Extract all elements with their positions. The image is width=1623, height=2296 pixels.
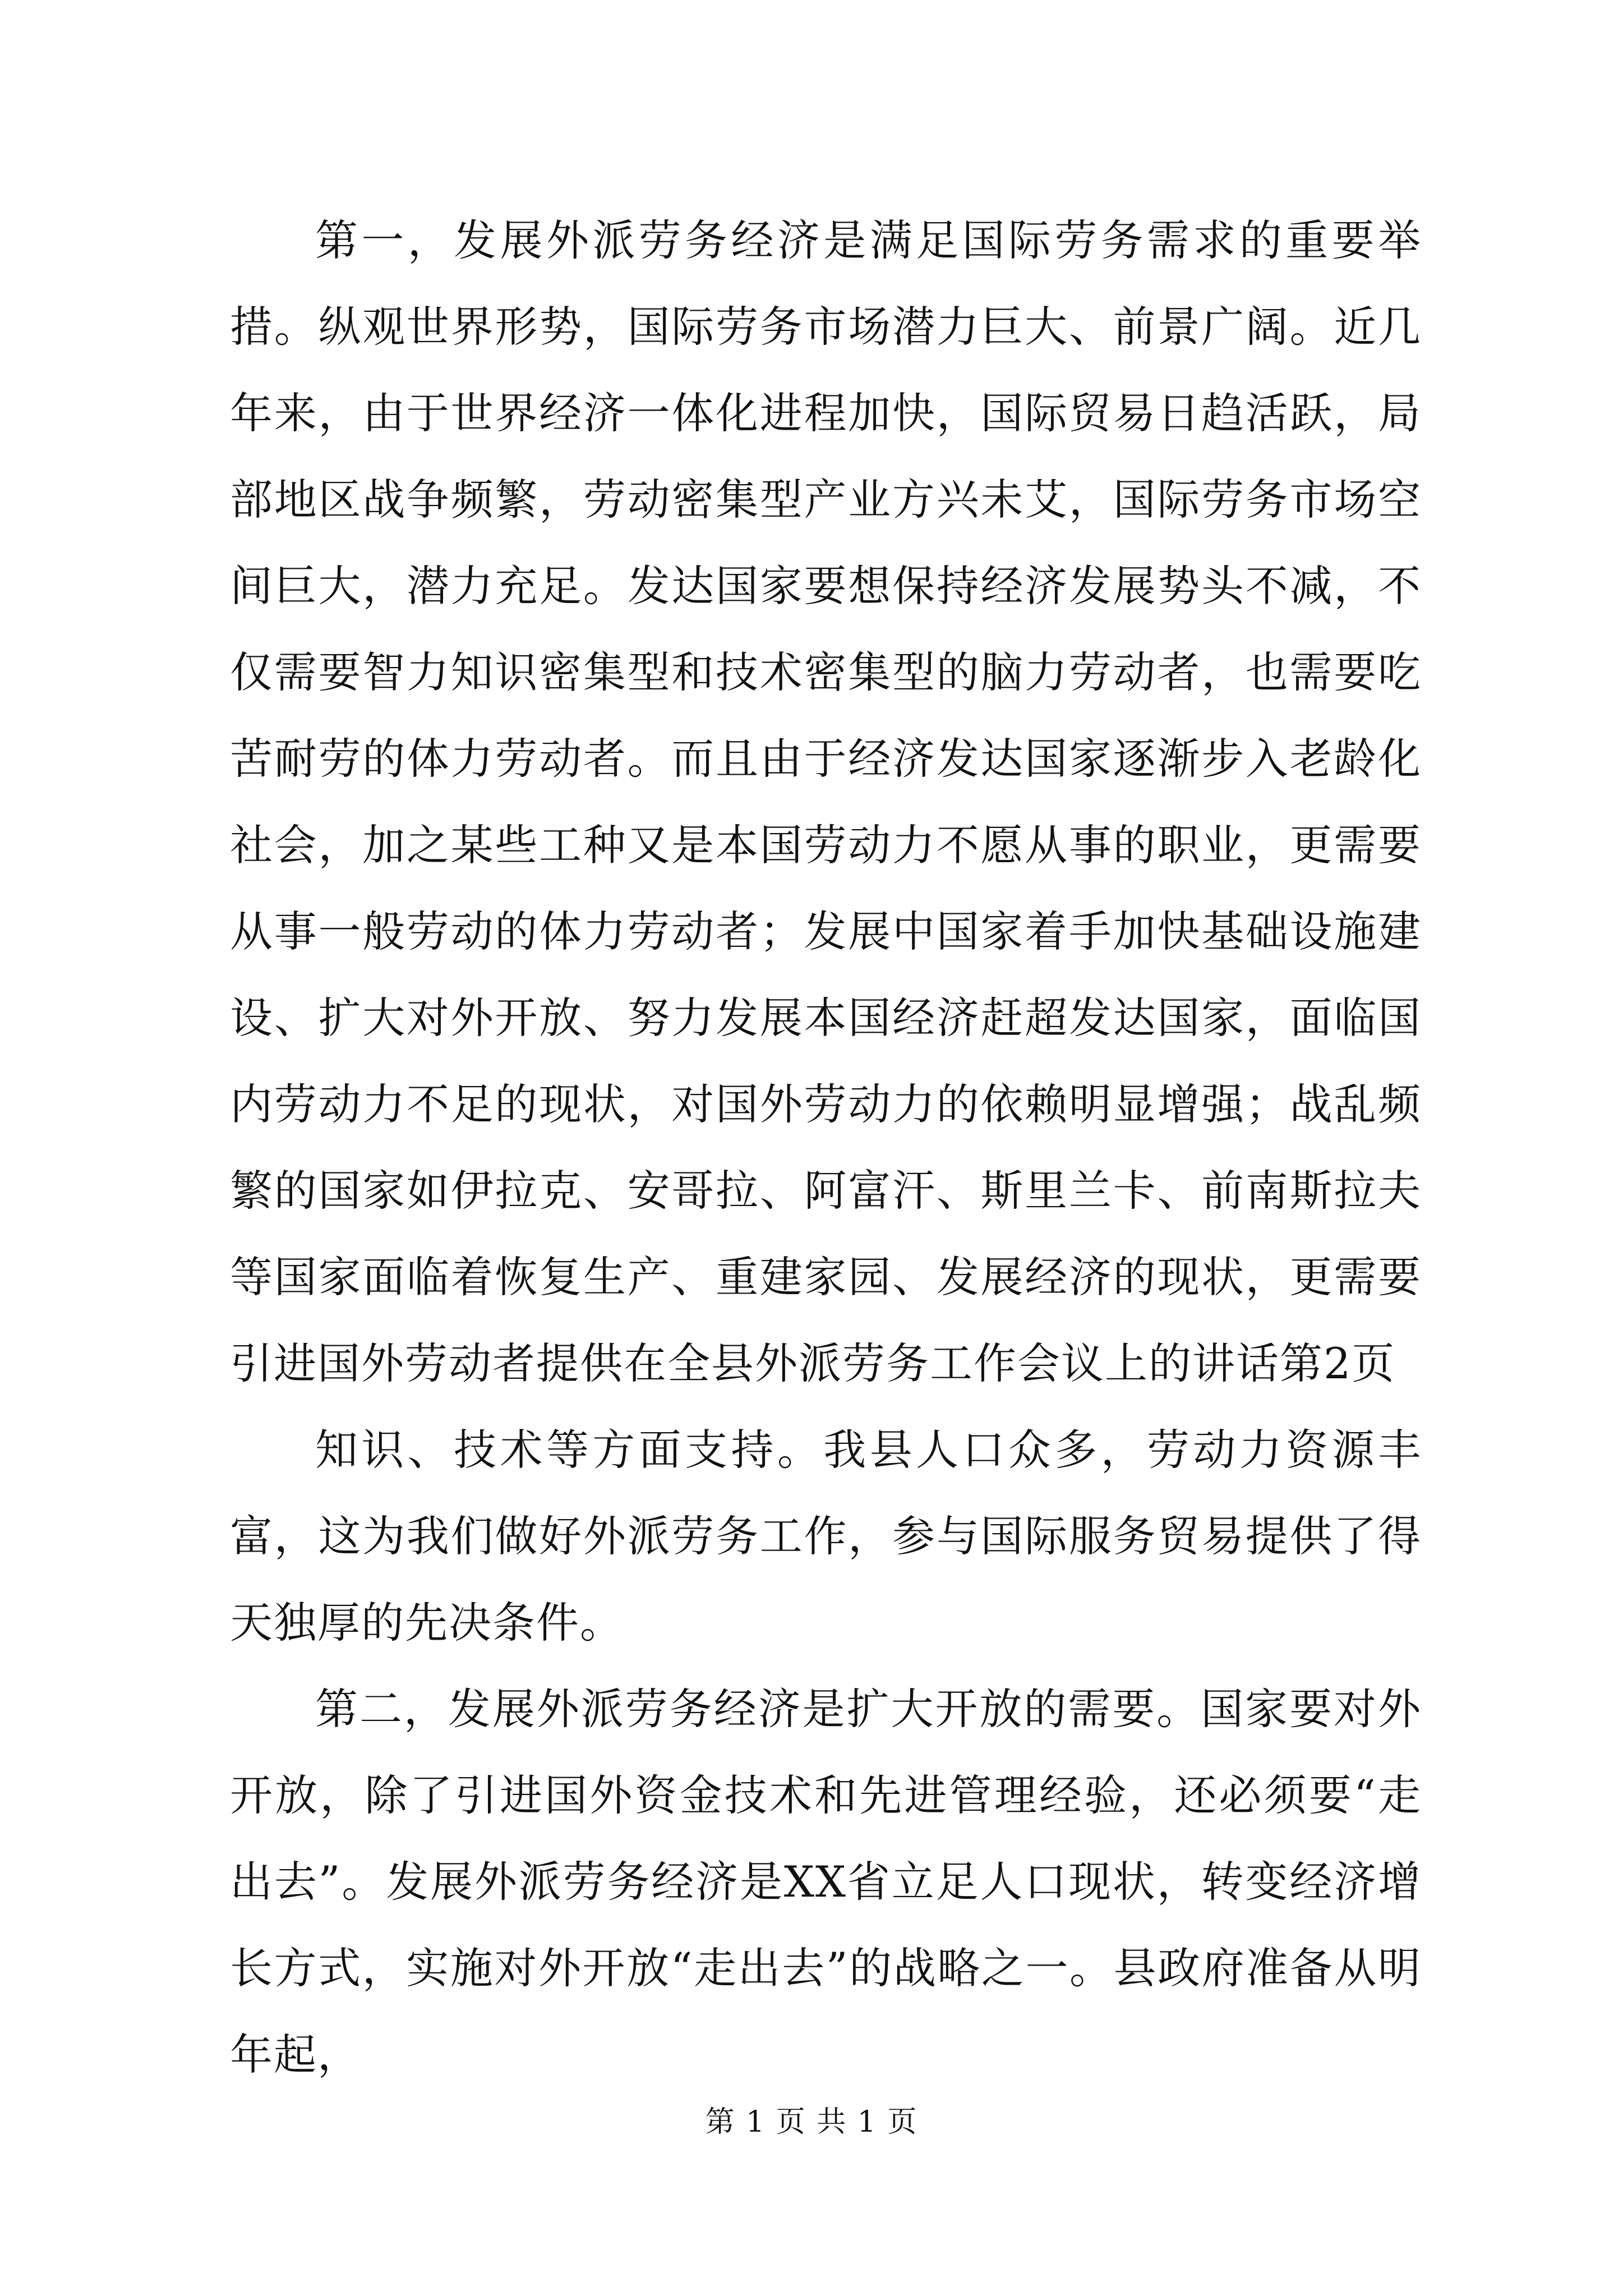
paragraph-2: 知识、技术等方面支持。我县人口众多，劳动力资源丰富，这为我们做好外派劳务工作，参与国际服务贸易提供了得天独厚的先决条件。 <box>230 1425 1422 1648</box>
paragraph-3: 第二，发展外派劳务经济是扩大开放的需要。国家要对外开放，除了引进国外资金技术和先进管理经验，还必须要“走出去”。发展外派劳务经济是XX省立足人口现状，转变经济增长方式，实施对外开放“走出去”的战略之一。县政府准备从明年起， <box>230 1684 1422 2079</box>
page-footer: 第 1 页 共 1 页 <box>705 2105 918 2139</box>
body-text <box>230 197 1422 2098</box>
paragraph-1: 第一，发展外派劳务经济是满足国际劳务需求的重要举措。纵观世界形势，国际劳务市场潜力巨大、前景广阔。近几年来，由于世界经济一体化进程加快，国际贸易日趋活跃，局部地区战争频繁，劳动密集型产业方兴未艾，国际劳务市场空间巨大，潜力充足。发达国家要想保持经济发展势头不减，不仅需要智力知识密集型和技术密集型的脑力劳动者，也需要吃苦耐劳的体力劳动者。而且由于经济发达国家逐渐步入老龄化社会，加之某些工种又是本国劳动力不愿从事的职业，更需要从事一般劳动的体力劳动者；发展中国家着手加快基础设施建设、扩大对外开放、努力发展本国经济赶超发达国家，面临国内劳动力不足的现状，对国外劳动力的依赖明显增强；战乱频繁的国家如伊拉克、安哥拉、阿富汗、斯里兰卡、前南斯拉夫等国家面临着恢复生产、重建家园、发展经济的现状，更需要引进国外劳动者提供在全县外派劳务工作会议上的讲话第2页 <box>230 215 1422 1388</box>
